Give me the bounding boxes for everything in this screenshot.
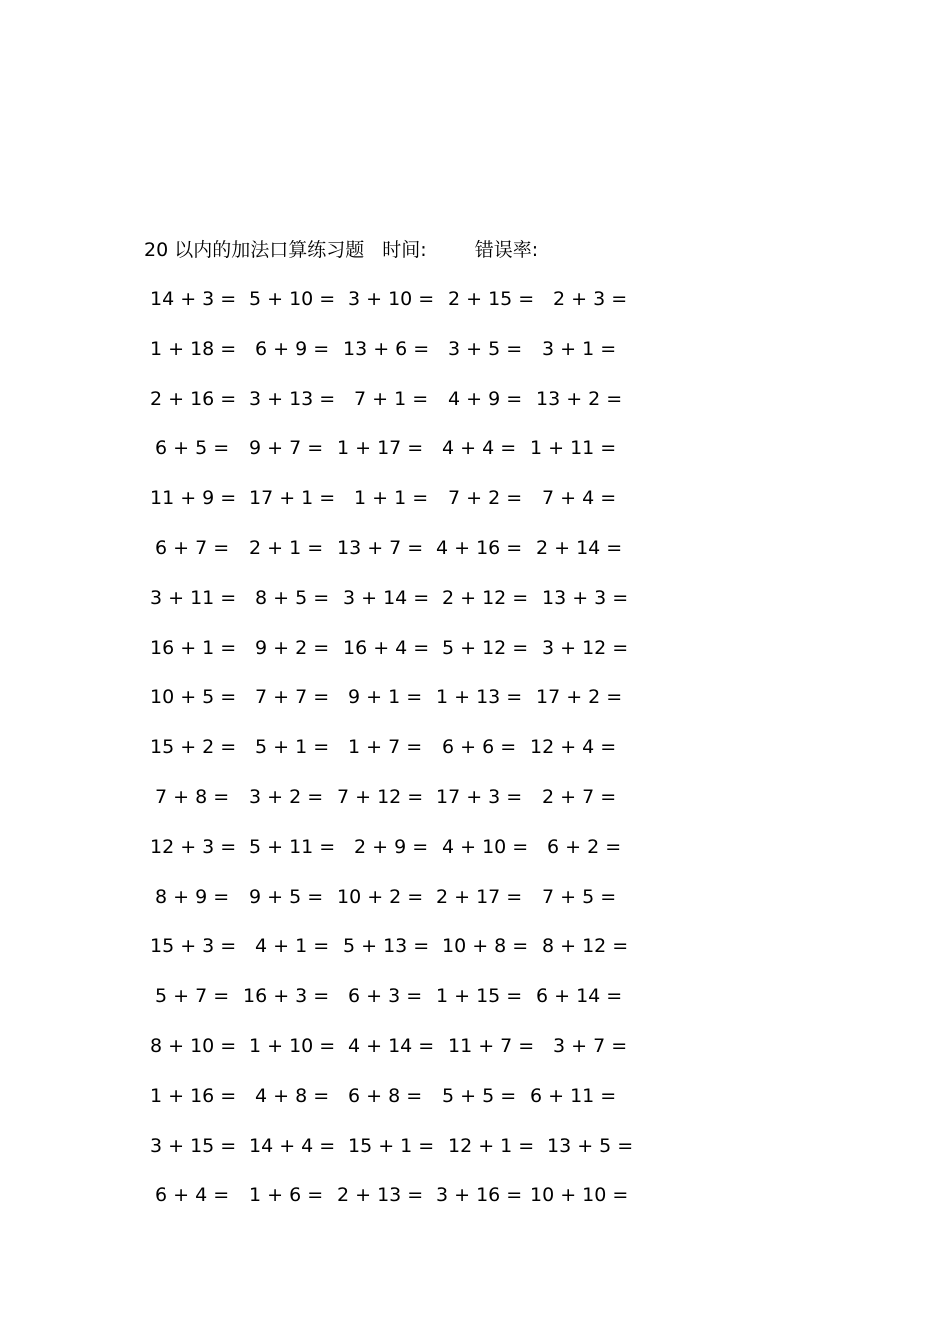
addition-problem: 2 + 3 = — [553, 288, 628, 310]
addition-problem: 10 + 8 = — [442, 935, 529, 958]
addition-problem: 6 + 5 = — [155, 437, 230, 460]
addition-problem: 12 + 1 = — [448, 1134, 535, 1157]
addition-problem: 3 + 13 = — [249, 387, 336, 410]
addition-problem: 7 + 4 = — [542, 487, 617, 510]
addition-problem: 6 + 8 = — [348, 1084, 423, 1107]
problem-row — [0, 533, 950, 563]
addition-problem: 6 + 3 = — [348, 985, 423, 1008]
problem-row — [0, 633, 950, 663]
addition-problem: 8 + 12 = — [542, 935, 629, 958]
addition-problem: 8 + 5 = — [255, 586, 330, 609]
addition-problem: 9 + 5 = — [249, 885, 324, 908]
addition-problem: 15 + 3 = — [150, 935, 237, 958]
time-label: 时间: — [382, 239, 427, 261]
addition-problem: 14 + 3 = — [150, 288, 237, 310]
problem-row — [0, 782, 950, 812]
addition-problem: 1 + 6 = — [249, 1184, 324, 1207]
addition-problem: 10 + 2 = — [337, 885, 424, 908]
addition-problem: 12 + 3 = — [150, 835, 237, 858]
addition-problem: 13 + 7 = — [337, 537, 424, 559]
problem-row — [0, 334, 950, 364]
addition-problem: 6 + 4 = — [155, 1184, 230, 1207]
addition-problem: 8 + 9 = — [155, 885, 230, 908]
addition-problem: 1 + 13 = — [436, 686, 523, 709]
worksheet-title: 20 以内的加法口算练习题 — [144, 239, 365, 261]
addition-problem: 1 + 16 = — [150, 1084, 237, 1107]
addition-problem: 3 + 2 = — [249, 786, 324, 808]
addition-problem: 9 + 2 = — [255, 636, 330, 659]
addition-problem: 14 + 4 = — [249, 1134, 336, 1157]
addition-problem: 1 + 10 = — [249, 1035, 336, 1057]
problem-row — [0, 682, 950, 712]
addition-problem: 8 + 10 = — [150, 1035, 237, 1057]
problem-row — [0, 1031, 950, 1061]
addition-problem: 4 + 9 = — [448, 387, 523, 410]
addition-problem: 2 + 17 = — [436, 885, 523, 908]
addition-problem: 6 + 7 = — [155, 537, 230, 559]
problem-row — [0, 931, 950, 961]
addition-problem: 3 + 11 = — [150, 586, 237, 609]
problem-row — [0, 1081, 950, 1111]
addition-problem: 11 + 7 = — [448, 1035, 535, 1057]
addition-problem: 9 + 7 = — [249, 437, 324, 460]
addition-problem: 2 + 7 = — [542, 786, 617, 808]
addition-problem: 5 + 10 = — [249, 288, 336, 310]
problem-row — [0, 981, 950, 1011]
addition-problem: 7 + 12 = — [337, 786, 424, 808]
addition-problem: 1 + 11 = — [530, 437, 617, 460]
addition-problem: 7 + 1 = — [354, 387, 429, 410]
addition-problem: 3 + 12 = — [542, 636, 629, 659]
addition-problem: 17 + 2 = — [536, 686, 623, 709]
addition-problem: 4 + 16 = — [436, 537, 523, 559]
addition-problem: 7 + 5 = — [542, 885, 617, 908]
addition-problem: 2 + 14 = — [536, 537, 623, 559]
addition-problem: 3 + 15 = — [150, 1134, 237, 1157]
addition-problem: 7 + 8 = — [155, 786, 230, 808]
addition-problem: 2 + 12 = — [442, 586, 529, 609]
addition-problem: 5 + 7 = — [155, 985, 230, 1008]
addition-problem: 13 + 6 = — [343, 337, 430, 360]
addition-problem: 6 + 6 = — [442, 736, 517, 759]
problem-row — [0, 433, 950, 463]
addition-problem: 3 + 16 = — [436, 1184, 523, 1207]
addition-problem: 4 + 14 = — [348, 1035, 435, 1057]
addition-problem: 1 + 1 = — [354, 487, 429, 510]
addition-problem: 13 + 2 = — [536, 387, 623, 410]
addition-problem: 1 + 15 = — [436, 985, 523, 1008]
addition-problem: 1 + 18 = — [150, 337, 237, 360]
addition-problem: 3 + 1 = — [542, 337, 617, 360]
problem-row — [0, 1131, 950, 1161]
addition-problem: 3 + 14 = — [343, 586, 430, 609]
addition-problem: 7 + 2 = — [448, 487, 523, 510]
addition-problem: 2 + 9 = — [354, 835, 429, 858]
problem-row — [0, 384, 950, 414]
addition-problem: 17 + 3 = — [436, 786, 523, 808]
addition-problem: 3 + 5 = — [448, 337, 523, 360]
addition-problem: 2 + 15 = — [448, 288, 535, 310]
addition-problem: 6 + 2 = — [547, 835, 622, 858]
addition-problem: 5 + 12 = — [442, 636, 529, 659]
addition-problem: 6 + 11 = — [530, 1084, 617, 1107]
addition-problem: 5 + 5 = — [442, 1084, 517, 1107]
addition-problem: 13 + 5 = — [547, 1134, 634, 1157]
addition-problem: 10 + 10 = — [530, 1184, 629, 1207]
addition-problem: 2 + 16 = — [150, 387, 237, 410]
problem-row — [0, 284, 950, 314]
addition-problem: 1 + 17 = — [337, 437, 424, 460]
addition-problem: 15 + 1 = — [348, 1134, 435, 1157]
addition-problem: 4 + 10 = — [442, 835, 529, 858]
addition-problem: 6 + 9 = — [255, 337, 330, 360]
addition-problem: 3 + 10 = — [348, 288, 435, 310]
addition-problem: 16 + 1 = — [150, 636, 237, 659]
addition-problem: 2 + 1 = — [249, 537, 324, 559]
addition-problem: 15 + 2 = — [150, 736, 237, 759]
addition-problem: 13 + 3 = — [542, 586, 629, 609]
addition-problem: 9 + 1 = — [348, 686, 423, 709]
addition-problem: 12 + 4 = — [530, 736, 617, 759]
addition-problem: 5 + 1 = — [255, 736, 330, 759]
problem-row — [0, 583, 950, 613]
problem-row — [0, 1180, 950, 1210]
addition-problem: 7 + 7 = — [255, 686, 330, 709]
addition-problem: 10 + 5 = — [150, 686, 237, 709]
addition-problem: 4 + 8 = — [255, 1084, 330, 1107]
addition-problem: 5 + 13 = — [343, 935, 430, 958]
addition-problem: 2 + 13 = — [337, 1184, 424, 1207]
addition-problem: 5 + 11 = — [249, 835, 336, 858]
addition-problem: 4 + 4 = — [442, 437, 517, 460]
addition-problem: 11 + 9 = — [150, 487, 237, 510]
addition-problem: 16 + 3 = — [243, 985, 330, 1008]
problem-row — [0, 732, 950, 762]
problem-row — [0, 483, 950, 513]
addition-problem: 6 + 14 = — [536, 985, 623, 1008]
error-rate-label: 错误率: — [474, 239, 539, 261]
addition-problem: 3 + 7 = — [553, 1035, 628, 1057]
problem-row — [0, 832, 950, 862]
addition-problem: 1 + 7 = — [348, 736, 423, 759]
addition-problem: 16 + 4 = — [343, 636, 430, 659]
addition-problem: 4 + 1 = — [255, 935, 330, 958]
addition-problem: 17 + 1 = — [249, 487, 336, 510]
problem-row — [0, 882, 950, 912]
